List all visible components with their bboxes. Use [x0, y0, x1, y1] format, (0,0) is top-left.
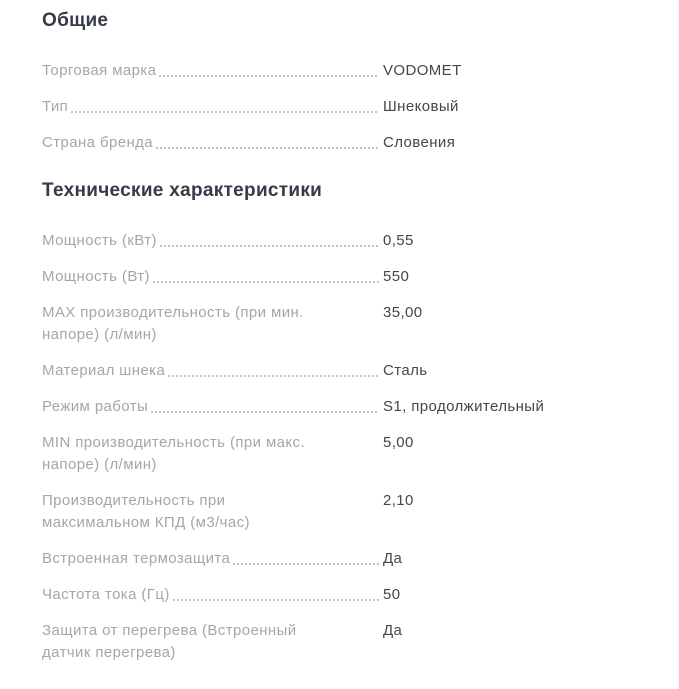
spec-section [42, 8, 651, 154]
dots-leader [71, 111, 379, 113]
spec-row [42, 360, 651, 382]
spec-value: Да [383, 550, 403, 567]
dots-leader [151, 411, 379, 413]
spec-row-left [42, 584, 383, 606]
spec-row [42, 396, 651, 418]
spec-row [42, 266, 651, 288]
section-rows [42, 60, 651, 154]
spec-row [42, 432, 651, 476]
spec-row-left [42, 396, 383, 418]
section-rows [42, 230, 651, 664]
spec-row [42, 96, 651, 118]
spec-value: S1, продолжительный [383, 398, 545, 415]
spec-label: MAX производительность (при мин. напоре) (л/мин) [42, 304, 304, 343]
spec-row-left [42, 132, 383, 154]
spec-value: VODOMET [383, 62, 462, 79]
dots-leader [156, 147, 379, 149]
spec-row-left [42, 548, 383, 570]
spec-label: Страна бренда [42, 134, 154, 151]
spec-row [42, 132, 651, 154]
spec-value: 550 [383, 268, 410, 285]
spec-row [42, 230, 651, 252]
spec-value: Словения [383, 134, 456, 151]
dots-leader [159, 75, 379, 77]
spec-row [42, 548, 651, 570]
spec-row [42, 302, 651, 346]
dots-leader [168, 375, 379, 377]
spec-label: Мощность (кВт) [42, 232, 157, 249]
spec-label: Производительность при максимальном КПД (м3/час) [42, 492, 250, 531]
spec-row [42, 620, 651, 664]
dots-leader [173, 599, 379, 601]
specifications-list [42, 8, 651, 664]
spec-value: Шнековый [383, 98, 459, 115]
spec-row-left [42, 96, 383, 118]
spec-row-left [42, 230, 383, 252]
spec-value: 0,55 [383, 232, 414, 249]
dots-leader [160, 245, 379, 247]
spec-row-left [42, 620, 383, 664]
spec-label: Встроенная термозащита [42, 550, 231, 567]
dots-leader [233, 563, 379, 565]
spec-row-left [42, 490, 383, 534]
spec-value: 35,00 [383, 304, 423, 321]
spec-value: 5,00 [383, 434, 414, 451]
spec-value: 50 [383, 586, 401, 603]
spec-label: Режим работы [42, 398, 149, 415]
spec-row [42, 584, 651, 606]
spec-row [42, 60, 651, 82]
spec-section [42, 178, 651, 664]
spec-label: Материал шнека [42, 362, 166, 379]
spec-row-left [42, 60, 383, 82]
spec-row-left [42, 266, 383, 288]
spec-value: Да [383, 622, 403, 639]
spec-row [42, 490, 651, 534]
section-title: Общие [42, 10, 109, 31]
spec-row-left [42, 360, 383, 382]
spec-value: Сталь [383, 362, 428, 379]
spec-label: Защита от перегрева (Встроенный датчик перегрева) [42, 622, 297, 661]
spec-label: Торговая марка [42, 62, 157, 79]
spec-label: Мощность (Вт) [42, 268, 150, 285]
spec-row-left [42, 302, 383, 346]
dots-leader [153, 281, 379, 283]
spec-value: 2,10 [383, 492, 414, 509]
spec-row-left [42, 432, 383, 476]
spec-label: MIN производительность (при макс. напоре) (л/мин) [42, 434, 306, 473]
spec-label: Частота тока (Гц) [42, 586, 170, 603]
spec-label: Тип [42, 98, 69, 115]
section-title: Технические характеристики [42, 180, 323, 201]
